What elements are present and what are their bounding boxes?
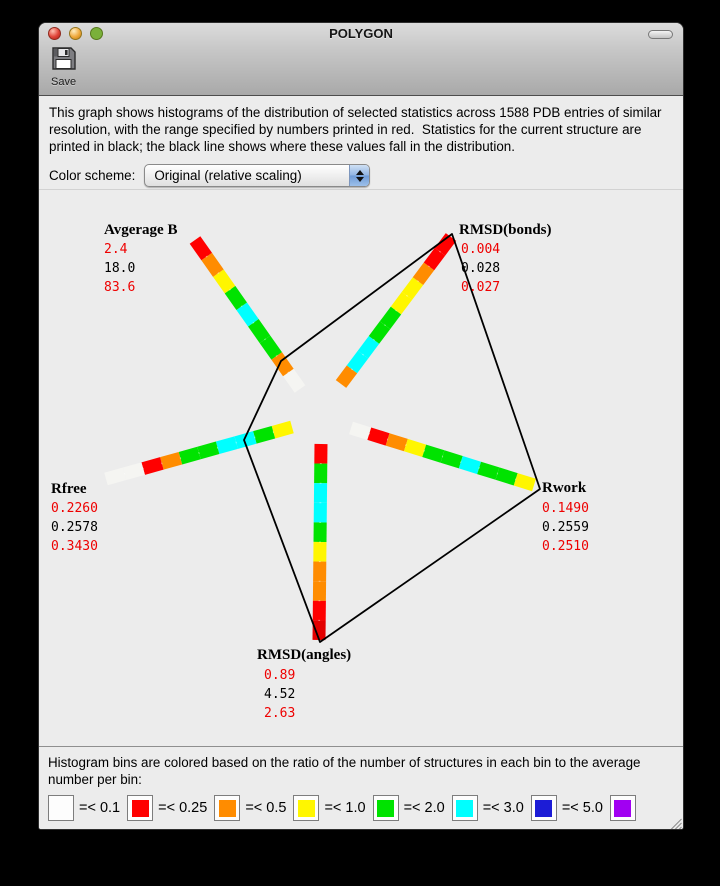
axis-current-value: 18.0: [104, 261, 136, 276]
axis-current-value: 0.2578: [51, 520, 98, 535]
legend-bin: [214, 795, 286, 821]
histogram-segment: [242, 306, 254, 323]
dropdown-stepper-icon: [349, 165, 369, 186]
bin-divider: [497, 473, 498, 475]
toolbar: [39, 45, 683, 95]
histogram-segment: [230, 290, 242, 307]
histogram-segment: [388, 439, 406, 445]
bin-divider: [424, 450, 425, 452]
polygon-chart-svg: [39, 190, 683, 746]
legend-bin: [531, 795, 603, 821]
legend-bin-label: =< 3.0: [482, 800, 524, 816]
histogram-segment: [125, 469, 144, 474]
bin-divider: [387, 439, 388, 441]
histogram-segment: [273, 427, 292, 432]
histogram-segment: [255, 432, 274, 437]
save-icon: [51, 47, 76, 75]
controls-panel: [39, 96, 683, 189]
axis-label: Rwork: [542, 480, 587, 496]
histogram-segment: [288, 372, 300, 389]
description-text: This graph shows histograms of the distribution of selected statistics across 1588 PDB entries of similar resolution, with the range specified by numbers printed in red. Statistics for the current structure are printed in black; the black line shows where these values fall in the distribution.: [49, 105, 666, 154]
bin-divider: [515, 478, 516, 480]
save-button[interactable]: [51, 47, 76, 88]
color-scheme-label: Color scheme:: [49, 168, 136, 183]
legend-bin-label: =< 0.5: [245, 800, 287, 816]
bin-divider: [461, 461, 462, 463]
legend-bin: [48, 795, 120, 821]
axis-label: Rfree: [51, 481, 87, 497]
polygon-window: [38, 22, 684, 830]
axis-range-value: 0.2260: [51, 501, 98, 516]
legend-swatch: [610, 795, 636, 821]
save-button-label: Save: [51, 76, 77, 88]
histogram-segment: [207, 257, 219, 274]
color-scheme-selected-value: Original (relative scaling): [154, 168, 302, 183]
legend-swatch: [214, 795, 240, 821]
histogram-segment: [218, 443, 237, 448]
histogram-segment: [199, 448, 218, 453]
legend-bin: [452, 795, 524, 821]
axis-range-value: 0.1490: [542, 501, 589, 516]
axis-label: RMSD(bonds): [459, 222, 552, 238]
legend-panel: [39, 746, 683, 830]
histogram-segment: [406, 445, 424, 451]
histogram-segment: [363, 340, 374, 355]
legend-swatch: [293, 795, 319, 821]
legend-bin: [610, 795, 636, 821]
axis-range-value: 83.6: [104, 280, 136, 295]
histogram-segment: [253, 323, 265, 340]
histogram-segment: [143, 463, 162, 468]
legend-swatch: [531, 795, 557, 821]
histogram-segment: [424, 451, 442, 457]
color-scheme-dropdown[interactable]: [144, 164, 370, 187]
histogram-segment: [341, 369, 352, 384]
histogram-segment: [418, 266, 429, 281]
window-title: POLYGON: [329, 26, 393, 41]
bin-divider: [479, 467, 480, 469]
legend-swatch: [127, 795, 153, 821]
histogram-segment: [218, 273, 230, 290]
histogram-segment: [265, 339, 277, 356]
histogram-segment: [277, 356, 289, 373]
color-scheme-row: [49, 164, 673, 187]
axis-range-value: 0.004: [461, 242, 501, 257]
axis-range-value: 2.4: [104, 242, 128, 257]
histogram-segment: [396, 296, 407, 311]
legend-swatch: [373, 795, 399, 821]
histogram-segment: [429, 252, 440, 267]
histogram-segment: [461, 462, 479, 468]
histogram-segment: [352, 355, 363, 370]
histogram-segment: [180, 453, 199, 458]
legend-bin-label: =< 5.0: [561, 800, 603, 816]
legend-bin: [127, 795, 207, 821]
legend-bin-label: =< 1.0: [324, 800, 366, 816]
bin-divider: [369, 433, 370, 435]
bin-divider: [406, 444, 407, 446]
histogram-segment: [385, 311, 396, 326]
axis-current-value: 4.52: [264, 687, 296, 702]
legend-bin-label: =< 2.0: [403, 800, 445, 816]
histogram-segment: [516, 479, 534, 485]
toolbar-toggle-button[interactable]: [648, 30, 673, 39]
histogram-segment: [497, 474, 515, 480]
legend-bin: [373, 795, 445, 821]
axis-label: Avgerage B: [104, 222, 178, 238]
axis-range-value: 0.2510: [542, 539, 589, 554]
legend-bin: [293, 795, 365, 821]
legend-bin-label: =< 0.25: [158, 800, 208, 816]
axis-range-value: 2.63: [264, 706, 296, 721]
window-chrome: [39, 23, 683, 96]
legend-swatch: [452, 795, 478, 821]
axis-current-value: 0.028: [461, 261, 501, 276]
histogram-segment: [443, 457, 461, 463]
legend-row: [48, 795, 683, 821]
histogram-segment: [479, 468, 497, 474]
histogram-segment: [162, 458, 181, 463]
histogram-segment: [407, 281, 418, 296]
axis-current-value: 0.2559: [542, 520, 589, 535]
titlebar[interactable]: [39, 23, 683, 45]
histogram-segment: [374, 325, 385, 340]
legend-swatch: [48, 795, 74, 821]
polygon-chart: [39, 189, 683, 746]
bin-divider: [442, 456, 443, 458]
axis-range-value: 0.027: [461, 280, 501, 295]
histogram-segment: [195, 240, 207, 257]
resize-grip[interactable]: [668, 816, 682, 830]
legend-text: Histogram bins are colored based on the ratio of the number of structures in each bin to the average number per bin:: [48, 755, 645, 787]
axis-label: RMSD(angles): [257, 647, 352, 663]
legend-bin-label: =< 0.1: [79, 800, 121, 816]
axis-range-value: 0.89: [264, 668, 296, 683]
histogram-segment: [369, 434, 387, 440]
axis-range-value: 0.3430: [51, 539, 98, 554]
histogram-segment: [351, 428, 369, 434]
histogram-segment: [106, 474, 125, 479]
